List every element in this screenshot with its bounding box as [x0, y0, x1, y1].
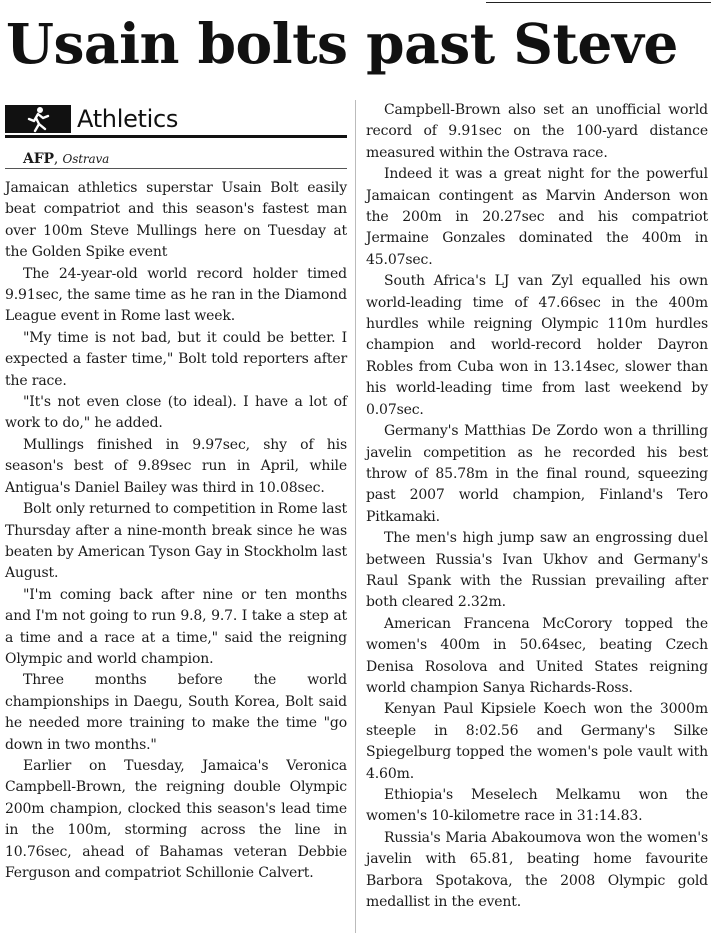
paragraph: Kenyan Paul Kipsiele Koech won the 3000m steeple in 8:02.56 and Germany's Silke Spiegelburg topped the women's pole vault with 4.60m.: [366, 701, 708, 782]
paragraph: Earlier on Tuesday, Jamaica's Veronica Campbell-Brown, the reigning double Olympic 200m champion, clocked this season's lead time in the 100m, storming across the line in 10.76sec, ahead of Bahamas veteran Debbie Ferguson and compatriot Schillonie Calvert.: [5, 757, 347, 881]
paragraph: Germany's Matthias De Zordo won a thrilling javelin competition as he recorded his best throw of 85.78m in the final round, squeezing past 2007 world champion, Finland's Tero Pitkamaki.: [366, 423, 708, 525]
athlete-icon: [23, 105, 53, 133]
section-label: Athletics: [77, 105, 179, 133]
byline: AFP, Ostrava: [23, 151, 110, 167]
left-column: [5, 100, 347, 884]
column-divider: [355, 100, 356, 933]
paragraph: The 24-year-old world record holder timed 9.91sec, the same time as he ran in the Diamond League event in Rome last week.: [5, 265, 347, 325]
paragraph: "My time is not bad, but it could be better. I expected a faster time," Bolt told reporters after the race.: [5, 329, 347, 389]
paragraph: "I'm coming back after nine or ten months and I'm not going to run 9.8, 9.7. I take a step at a time and a race at a time," said the reigning Olympic and world champion.: [5, 586, 347, 667]
paragraph: Indeed it was a great night for the powerful Jamaican contingent as Marvin Anderson won the 200m in 20.27sec and his compatriot Jermaine Gonzales dominated the 400m in 45.07sec.: [366, 166, 708, 268]
section-rule: [5, 135, 347, 138]
paragraph: Campbell-Brown also set an unofficial world record of 9.91sec on the 100-yard distance measured within the Ostrava race.: [366, 102, 708, 161]
paragraph: South Africa's LJ van Zyl equalled his own world-leading time of 47.66sec in the 400m hurdles while reigning Olympic 110m hurdles champion and world-record holder Dayron Robles from Cuba won in 13.14sec, slower than his world-leading time from last weekend by 0.07sec.: [366, 273, 708, 418]
right-column: [366, 100, 708, 913]
paragraph: "It's not even close (to ideal). I have a lot of work to do," he added.: [5, 394, 347, 432]
paragraph: Three months before the world championships in Daegu, South Korea, Bolt said he needed more training to make the time "go down in two months.": [5, 672, 347, 753]
section-badge: [5, 105, 71, 133]
paragraph: Jamaican athletics superstar Usain Bolt easily beat compatriot and this season's fastest man over 100m Steve Mullings here on Tuesday at the Golden Spike event: [5, 180, 347, 261]
paragraph: American Francena McCorory topped the women's 400m in 50.64sec, beating Czech Denisa Rosolova and United States reigning world champion Sanya Richards-Ross.: [366, 615, 708, 696]
headline: Usain bolts past Steve: [6, 11, 678, 76]
paragraph: The men's high jump saw an engrossing duel between Russia's Ivan Ukhov and Germany's Raul Spank with the Russian prevailing after both cleared 2.32m.: [366, 530, 708, 611]
byline-agency: AFP: [23, 151, 54, 167]
byline-rule: [5, 168, 347, 169]
top-rule: [486, 2, 711, 3]
paragraph: Bolt only returned to competition in Rome last Thursday after a nine-month break since he was beaten by American Tyson Gay in Stockholm last August.: [5, 501, 347, 582]
paragraph: Ethiopia's Meselech Melkamu won the women's 10-kilometre race in 31:14.83.: [366, 787, 708, 825]
section-header: [5, 100, 347, 138]
paragraph: Russia's Maria Abakoumova won the women's javelin with 65.81, beating home favourite Barbora Spotakova, the 2008 Olympic gold medallist in the event.: [366, 829, 708, 911]
paragraph: Mullings finished in 9.97sec, shy of his season's best of 9.89sec run in April, while Antigua's Daniel Bailey was third in 10.08sec.: [5, 436, 347, 496]
byline-place: Ostrava: [62, 152, 110, 166]
